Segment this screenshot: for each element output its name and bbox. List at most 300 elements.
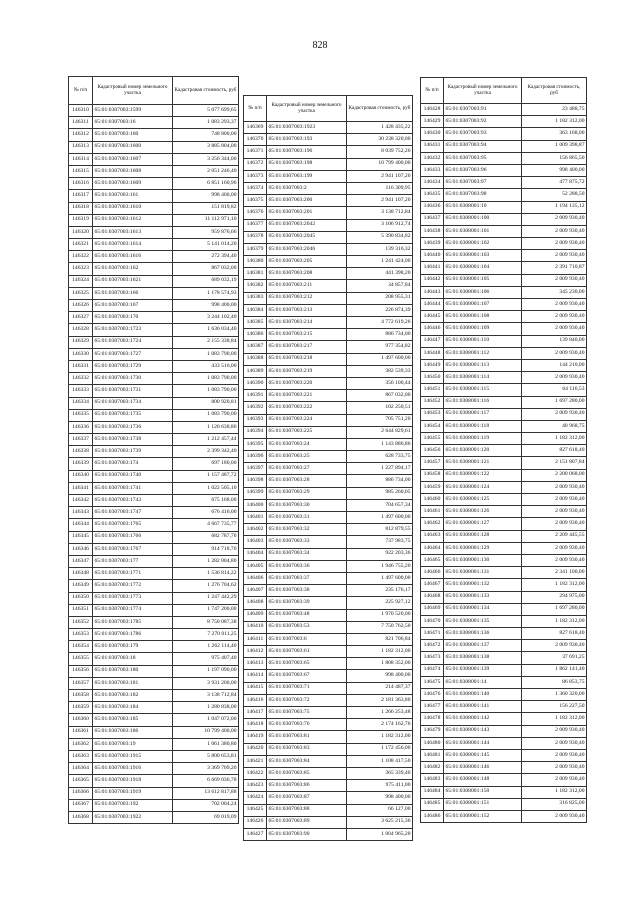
cadastral-number: 65:01:0307003:220 <box>267 377 347 389</box>
table-row <box>421 762 587 774</box>
cadastral-number: 65:01:0307003:1771 <box>93 568 173 580</box>
row-number: 146357 <box>69 677 93 689</box>
table-row <box>244 560 413 572</box>
table-row <box>421 542 587 554</box>
table-row <box>69 129 239 141</box>
cadastral-value: 689 032,19 <box>173 275 239 287</box>
cadastral-number: 65:01:0307003:196 <box>267 146 347 158</box>
cadastral-number: 65:01:0308001:143 <box>444 725 522 737</box>
cadastral-value: 2 009 930,40 <box>522 225 587 237</box>
cadastral-value: 2 009 930,40 <box>522 323 587 335</box>
table-row <box>69 434 239 446</box>
cadastral-number: 65:01:0307003:1916 <box>93 763 173 775</box>
cadastral-value: 998 400,00 <box>173 300 239 312</box>
cadastral-number: 65:01:0307003:65 <box>267 658 347 670</box>
cadastral-number: 65:01:0307003:1774 <box>93 604 173 616</box>
cadastral-value: 1 946 755,20 <box>347 560 413 572</box>
row-number: 146432 <box>421 152 444 164</box>
cadastral-value: 86 853,75 <box>522 676 587 688</box>
row-number: 146394 <box>244 426 267 438</box>
cadastral-value: 2 009 930,40 <box>522 518 587 530</box>
table-row <box>69 811 239 823</box>
header-num: № п/п <box>69 77 93 105</box>
cadastral-value: 1 182 312,00 <box>522 433 587 445</box>
table-row <box>69 507 239 519</box>
cadastral-value: 8 039 752,26 <box>347 146 413 158</box>
table-row <box>69 287 239 299</box>
row-number: 146312 <box>69 129 93 141</box>
cadastral-value: 1 143 886,86 <box>347 438 413 450</box>
row-number: 146387 <box>244 341 267 353</box>
table-row <box>244 243 413 255</box>
row-number: 146454 <box>421 420 444 432</box>
row-number: 146396 <box>244 451 267 463</box>
cadastral-value: 1 182 312,00 <box>347 646 413 658</box>
row-number: 146378 <box>244 231 267 243</box>
table-row <box>244 646 413 658</box>
row-number: 146331 <box>69 360 93 372</box>
cadastral-number: 65:01:0308001:152 <box>444 810 522 822</box>
cadastral-value: 5 141 014,20 <box>173 239 239 251</box>
cadastral-number: 65:01:0307003:211 <box>267 280 347 292</box>
cadastral-value: 2 009 930,40 <box>522 213 587 225</box>
table-row <box>69 421 239 433</box>
cadastral-value: 1 194 135,12 <box>522 201 587 213</box>
table-row <box>244 317 413 329</box>
table-row <box>69 263 239 275</box>
cadastral-value: 985 260,05 <box>347 487 413 499</box>
cadastral-number: 65:01:0307003:2045 <box>267 231 347 243</box>
cadastral-value: 2 155 338,84 <box>173 336 239 348</box>
cadastral-value: 914 718,76 <box>173 543 239 555</box>
table-row <box>244 377 413 389</box>
row-number: 146310 <box>69 105 93 117</box>
cadastral-value: 1 182 312,00 <box>347 731 413 743</box>
cadastral-number: 65:01:0307003:1919 <box>93 787 173 799</box>
row-number: 146431 <box>421 140 444 152</box>
table-row <box>421 189 587 201</box>
cadastral-number: 65:01:0307003:19 <box>93 738 173 750</box>
row-number: 146362 <box>69 738 93 750</box>
table-row <box>69 165 239 177</box>
cadastral-value: 2 009 930,40 <box>522 640 587 652</box>
cadastral-number: 65:01:0307003:1727 <box>93 348 173 360</box>
row-number: 146481 <box>421 749 444 761</box>
cadastral-value: 800 920,81 <box>173 397 239 409</box>
row-number: 146453 <box>421 408 444 420</box>
row-number: 146464 <box>421 542 444 554</box>
cadastral-number: 65:01:0307003:184 <box>93 702 173 714</box>
row-number: 146401 <box>244 512 267 524</box>
cadastral-value: 975 411,00 <box>347 780 413 792</box>
row-number: 146370 <box>244 134 267 146</box>
cadastral-value: 23 488,75 <box>522 104 587 116</box>
cadastral-number: 65:01:0308001:122 <box>444 469 522 481</box>
cadastral-value: 5 800 653,81 <box>173 750 239 762</box>
cadastral-number: 65:01:0308001:145 <box>444 749 522 761</box>
cadastral-number: 65:01:0307003:2046 <box>267 243 347 255</box>
row-number: 146478 <box>421 713 444 725</box>
table-row <box>244 707 413 719</box>
row-number: 146412 <box>244 646 267 658</box>
cadastral-value: 10 799 400,00 <box>347 158 413 170</box>
cadastral-number: 65:01:0308001:102 <box>444 238 522 250</box>
table-row <box>69 275 239 287</box>
cadastral-value: 3 369 709,20 <box>173 763 239 775</box>
table-row <box>421 201 587 213</box>
row-number: 146473 <box>421 652 444 664</box>
cadastral-value: 922 203,36 <box>347 548 413 560</box>
row-number: 146439 <box>421 238 444 250</box>
table-row <box>69 555 239 567</box>
cadastral-value: 316 825,00 <box>522 798 587 810</box>
header-val: Кадастровая стоимость, руб <box>522 78 587 104</box>
row-number: 146313 <box>69 141 93 153</box>
cadastral-number: 65:01:0308001:140 <box>444 689 522 701</box>
cadastral-value: 116 309,95 <box>347 182 413 194</box>
row-number: 146375 <box>244 195 267 207</box>
table-row <box>69 336 239 348</box>
row-number: 146322 <box>69 251 93 263</box>
cadastral-number: 65:01:0308001:129 <box>444 542 522 554</box>
row-number: 146350 <box>69 592 93 604</box>
table-row <box>69 226 239 238</box>
cadastral-value: 1 970 520,00 <box>347 609 413 621</box>
table-row <box>421 359 587 371</box>
row-number: 146388 <box>244 353 267 365</box>
cadastral-number: 65:01:0307003:36 <box>267 560 347 572</box>
table-row <box>69 117 239 129</box>
cadastral-number: 65:01:0308001:126 <box>444 506 522 518</box>
row-number: 146420 <box>244 743 267 755</box>
table-row <box>244 365 413 377</box>
cadastral-value: 2 174 162,76 <box>347 719 413 731</box>
cadastral-number: 65:01:0307003:167 <box>93 300 173 312</box>
cadastral-value: 2 009 930,40 <box>522 737 587 749</box>
table-row <box>421 177 587 189</box>
table-row <box>421 701 587 713</box>
row-number: 146423 <box>244 780 267 792</box>
row-number: 146422 <box>244 767 267 779</box>
cadastral-number: 65:01:0307003:89 <box>267 816 347 828</box>
row-number: 146356 <box>69 665 93 677</box>
header-num: № п/п <box>244 96 267 122</box>
cadastral-number: 65:01:0307003:219 <box>267 365 347 377</box>
cadastral-value: 156 865,50 <box>522 152 587 164</box>
table-row <box>244 487 413 499</box>
cadastral-value: 64 116,53 <box>522 384 587 396</box>
table-header-row <box>244 96 413 122</box>
cadastral-value: 2 009 930,40 <box>522 749 587 761</box>
table-row <box>421 262 587 274</box>
row-number: 146398 <box>244 475 267 487</box>
page-number: 828 <box>312 40 328 51</box>
cadastral-number: 65:01:0307003:1739 <box>93 446 173 458</box>
table-row <box>421 567 587 579</box>
row-number: 146426 <box>244 816 267 828</box>
row-number: 146416 <box>244 694 267 706</box>
cadastral-value: 975 407,40 <box>173 653 239 665</box>
cadastral-number: 65:01:0308001:141 <box>444 701 522 713</box>
row-number: 146442 <box>421 274 444 286</box>
row-number: 146316 <box>69 178 93 190</box>
cadastral-number: 65:01:0307003:161 <box>93 190 173 202</box>
row-number: 146348 <box>69 568 93 580</box>
cadastral-number: 65:01:0307003:214 <box>267 317 347 329</box>
row-number: 146327 <box>69 312 93 324</box>
table-row <box>69 495 239 507</box>
row-number: 146427 <box>244 828 267 840</box>
cadastral-value: 139 840,00 <box>522 335 587 347</box>
row-number: 146408 <box>244 597 267 609</box>
row-number: 146480 <box>421 737 444 749</box>
cadastral-value: 2 941 107,20 <box>347 170 413 182</box>
cadastral-value: 821 706,84 <box>347 633 413 645</box>
table-row <box>69 397 239 409</box>
cadastral-number: 65:01:0307003:86 <box>267 780 347 792</box>
row-number: 146347 <box>69 555 93 567</box>
row-number: 146471 <box>421 628 444 640</box>
row-number: 146392 <box>244 402 267 414</box>
cadastral-number: 65:01:0308001:124 <box>444 481 522 493</box>
table-row <box>421 640 587 652</box>
row-number: 146318 <box>69 202 93 214</box>
table-row <box>69 360 239 372</box>
cadastral-number: 65:01:0308001:104 <box>444 262 522 274</box>
table-row <box>421 749 587 761</box>
cadastral-value: 1 182 312,00 <box>522 579 587 591</box>
cadastral-value: 2 009 930,40 <box>522 725 587 737</box>
row-number: 146430 <box>421 128 444 140</box>
cadastral-number: 65:01:0307003:1915 <box>93 750 173 762</box>
row-number: 146405 <box>244 560 267 572</box>
cadastral-value: 1 178 574,93 <box>173 287 239 299</box>
cadastral-number: 65:01:0307003:192 <box>93 799 173 811</box>
cadastral-value: 37 691,25 <box>522 652 587 664</box>
table-row <box>244 207 413 219</box>
table-row <box>244 694 413 706</box>
row-number: 146448 <box>421 347 444 359</box>
cadastral-number: 65:01:0308001:119 <box>444 433 522 445</box>
cadastral-number: 65:01:0307003:182 <box>93 690 173 702</box>
cadastral-value: 1 212 457,44 <box>173 434 239 446</box>
cadastral-number: 65:01:0308001:118 <box>444 420 522 432</box>
row-number: 146465 <box>421 554 444 566</box>
row-number: 146429 <box>421 116 444 128</box>
cadastral-value: 2 009 930,40 <box>522 238 587 250</box>
row-number: 146377 <box>244 219 267 231</box>
table-row <box>244 402 413 414</box>
row-number: 146410 <box>244 621 267 633</box>
row-number: 146334 <box>69 397 93 409</box>
cadastral-value: 1 157 487,72 <box>173 470 239 482</box>
row-number: 146457 <box>421 457 444 469</box>
table-header-row <box>69 77 239 105</box>
row-number: 146458 <box>421 469 444 481</box>
cadastral-number: 65:01:0307003:1723 <box>93 324 173 336</box>
cadastral-value: 4 667 735,77 <box>173 519 239 531</box>
cadastral-value: 2 009 930,40 <box>522 481 587 493</box>
row-number: 146486 <box>421 810 444 822</box>
row-number: 146324 <box>69 275 93 287</box>
row-number: 146353 <box>69 629 93 641</box>
row-number: 146470 <box>421 615 444 627</box>
cadastral-value: 1 862 141,40 <box>522 664 587 676</box>
table-row <box>421 335 587 347</box>
cadastral-value: 2 051 246,40 <box>173 165 239 177</box>
cadastral-number: 65:01:0307003:221 <box>267 390 347 402</box>
cadastral-value: 1 360 320,00 <box>522 689 587 701</box>
cadastral-value: 1 083 790,00 <box>173 385 239 397</box>
row-number: 146349 <box>69 580 93 592</box>
table-row <box>244 329 413 341</box>
table-row <box>244 828 413 840</box>
cadastral-value: 998 400,00 <box>347 670 413 682</box>
table-row <box>244 512 413 524</box>
cadastral-value: 2 009 930,40 <box>522 762 587 774</box>
cadastral-value: 477 875,72 <box>522 177 587 189</box>
cadastral-value: 675 168,00 <box>173 495 239 507</box>
row-number: 146397 <box>244 463 267 475</box>
row-number: 146367 <box>69 799 93 811</box>
cadastral-number: 65:01:0307003:217 <box>267 341 347 353</box>
table-row <box>421 810 587 822</box>
cadastral-number: 65:01:0307003:81 <box>267 731 347 743</box>
cadastral-number: 65:01:0308001:130 <box>444 554 522 566</box>
cadastral-value: 2 009 930,40 <box>522 372 587 384</box>
cadastral-value: 10 799 400,00 <box>173 726 239 738</box>
cadastral-number: 65:01:0307003:208 <box>267 268 347 280</box>
cadastral-value: 1 120 638,86 <box>173 421 239 433</box>
row-number: 146418 <box>244 719 267 731</box>
table-row <box>421 615 587 627</box>
cadastral-number: 65:01:0308001:103 <box>444 250 522 262</box>
cadastral-value: 345 230,00 <box>522 286 587 298</box>
cadastral-value: 682 787,70 <box>173 531 239 543</box>
cadastral-number: 65:01:0308001:134 <box>444 603 522 615</box>
row-number: 146384 <box>244 304 267 316</box>
cadastral-number: 65:01:0307003:212 <box>267 292 347 304</box>
row-number: 146376 <box>244 207 267 219</box>
cadastral-number: 65:01:0307003:1731 <box>93 385 173 397</box>
row-number: 146434 <box>421 177 444 189</box>
row-number: 146483 <box>421 774 444 786</box>
table-row <box>244 304 413 316</box>
cadastral-value: 2 399 342,40 <box>173 446 239 458</box>
cadastral-number: 65:01:0307003:61 <box>267 646 347 658</box>
table-row <box>244 146 413 158</box>
table-row <box>244 341 413 353</box>
cadastral-number: 65:01:0308001:139 <box>444 664 522 676</box>
cadastral-number: 65:01:0307003:2 <box>267 182 347 194</box>
cadastral-value: 2 151 807,84 <box>522 457 587 469</box>
cadastral-value: 2 009 930,40 <box>522 250 587 262</box>
cadastral-number: 65:01:0307003:18 <box>93 653 173 665</box>
cadastral-value: 2 391 710,87 <box>522 262 587 274</box>
cadastral-value: 1 280 838,00 <box>173 702 239 714</box>
table-row <box>69 690 239 702</box>
table-row <box>244 670 413 682</box>
table-row <box>421 396 587 408</box>
header-kad: Кадастровый номер земельного участка <box>267 96 347 122</box>
row-number: 146428 <box>421 104 444 116</box>
row-number: 146460 <box>421 494 444 506</box>
cadastral-value: 1 747 200,00 <box>173 604 239 616</box>
cadastral-value: 363 168,00 <box>522 128 587 140</box>
cadastral-value: 66 127,00 <box>347 804 413 816</box>
table-row <box>69 714 239 726</box>
row-number: 146459 <box>421 481 444 493</box>
row-number: 146445 <box>421 311 444 323</box>
row-number: 146332 <box>69 373 93 385</box>
cadastral-value: 139 316,32 <box>347 243 413 255</box>
cadastral-number: 65:01:0308001:117 <box>444 408 522 420</box>
cadastral-number: 65:01:0307003:1785 <box>93 616 173 628</box>
cadastral-value: 1 276 704,62 <box>173 580 239 592</box>
cadastral-value: 812 879,55 <box>347 524 413 536</box>
cadastral-number: 65:01:0307003:199 <box>267 170 347 182</box>
row-number: 146355 <box>69 653 93 665</box>
row-number: 146329 <box>69 336 93 348</box>
cadastral-value: 676 416,00 <box>173 507 239 519</box>
table-row <box>244 719 413 731</box>
table-row <box>421 591 587 603</box>
row-number: 146395 <box>244 438 267 450</box>
table-row <box>244 792 413 804</box>
row-number: 146340 <box>69 470 93 482</box>
table-row <box>421 603 587 615</box>
table-row <box>421 798 587 810</box>
table-row <box>244 463 413 475</box>
cadastral-number: 65:01:0307003:1600 <box>93 141 173 153</box>
cadastral-value: 2 009 930,40 <box>522 554 587 566</box>
row-number: 146346 <box>69 543 93 555</box>
cadastral-number: 65:01:0307003:37 <box>267 572 347 584</box>
table-row <box>421 737 587 749</box>
cadastral-number: 65:01:0308001:110 <box>444 335 522 347</box>
cadastral-value: 1 697 280,00 <box>522 603 587 615</box>
table-row <box>421 713 587 725</box>
row-number: 146317 <box>69 190 93 202</box>
cadastral-value: 886 734,00 <box>347 475 413 487</box>
table-row <box>244 816 413 828</box>
row-number: 146333 <box>69 385 93 397</box>
row-number: 146339 <box>69 458 93 470</box>
table-row <box>69 763 239 775</box>
cadastral-number: 65:01:0307003:1923 <box>267 122 347 134</box>
cadastral-value: 1 497 600,00 <box>347 512 413 524</box>
cadastral-number: 65:01:0308001:132 <box>444 579 522 591</box>
row-number: 146337 <box>69 434 93 446</box>
table-row <box>421 506 587 518</box>
row-number: 146323 <box>69 263 93 275</box>
table-row <box>69 677 239 689</box>
table-row <box>421 689 587 701</box>
table-row <box>421 530 587 542</box>
cadastral-value: 7 270 011,25 <box>173 629 239 641</box>
row-number: 146466 <box>421 567 444 579</box>
table-row <box>69 300 239 312</box>
cadastral-value: 365 339,40 <box>347 767 413 779</box>
row-number: 146381 <box>244 268 267 280</box>
cadastral-value: 1 636 034,40 <box>173 324 239 336</box>
table-row <box>69 141 239 153</box>
row-number: 146336 <box>69 421 93 433</box>
cadastral-number: 65:01:0307003:1773 <box>93 592 173 604</box>
table-row <box>244 170 413 182</box>
cadastral-value: 1 497 600,00 <box>347 353 413 365</box>
cadastral-value: 3 244 102,40 <box>173 312 239 324</box>
